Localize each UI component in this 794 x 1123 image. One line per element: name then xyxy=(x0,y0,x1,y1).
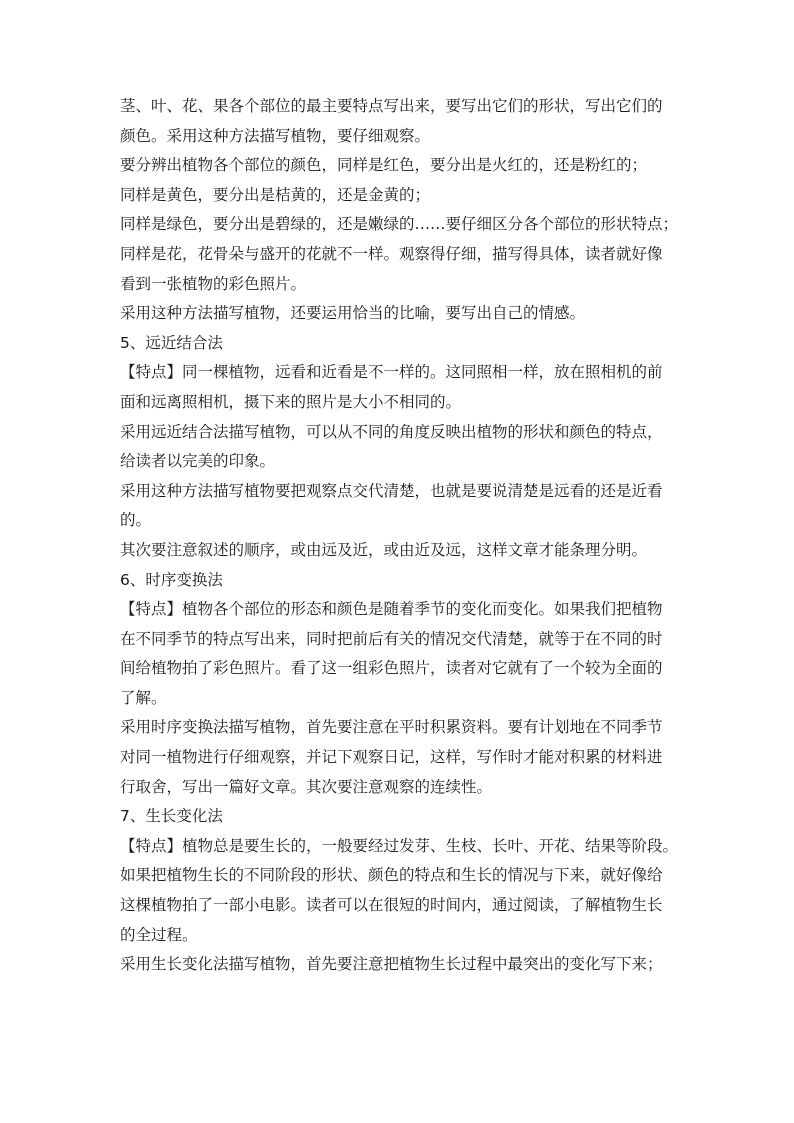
text-line: 【特点】植物总是要生长的，一般要经过发芽、生枝、长叶、开花、结果等阶段。 xyxy=(120,836,679,855)
text-line: 给读者以完美的印象。 xyxy=(120,452,276,471)
text-line: 对同一植物进行仔细观察，并记下观察日记，这样，写作时才能对积累的材料进 xyxy=(120,748,663,767)
text-line: 要分辨出植物各个部位的颜色，同样是红色，要分出是火红的，还是粉红的； xyxy=(120,156,648,175)
text-line: 行取舍，写出一篇好文章。其次要注意观察的连续性。 xyxy=(120,777,493,796)
text-line: 的全过程。 xyxy=(120,925,198,944)
text-line: 采用这种方法描写植物，还要运用恰当的比喻，要写出自己的情感。 xyxy=(120,304,586,323)
text-line: 采用时序变换法描写植物，首先要注意在平时积累资料。要有计划地在不同季节 xyxy=(120,718,663,737)
text-line: 采用生长变化法描写植物，首先要注意把植物生长过程中最突出的变化写下来； xyxy=(120,955,663,974)
text-line: 这棵植物拍了一部小电影。读者可以在很短的时间内，通过阅读，了解植物生长 xyxy=(120,896,663,915)
text-line: 颜色。采用这种方法描写植物，要仔细观察。 xyxy=(120,126,431,145)
text-line: 在不同季节的特点写出来，同时把前后有关的情况交代清楚，就等于在不同的时 xyxy=(120,629,663,648)
section-heading: 7、生长变化法 xyxy=(120,807,223,826)
section-heading: 6、时序变换法 xyxy=(120,570,223,589)
text-line: 同样是黄色，要分出是桔黄的，还是金黄的； xyxy=(120,185,431,204)
document-page xyxy=(120,92,680,980)
text-line: 如果把植物生长的不同阶段的形状、颜色的特点和生长的情况与下来，就好像给 xyxy=(120,866,663,885)
text-line: 同样是绿色，要分出是碧绿的，还是嫩绿的……要仔细区分各个部位的形状特点； xyxy=(120,215,679,234)
text-line: 其次要注意叙述的顺序，或由远及近，或由近及远，这样文章才能条理分明。 xyxy=(120,540,648,559)
text-line: 【特点】植物各个部位的形态和颜色是随着季节的变化而变化。如果我们把植物 xyxy=(120,600,663,619)
text-line: 采用这种方法描写植物要把观察点交代清楚，也就是要说清楚是远看的还是近看 xyxy=(120,481,663,500)
text-line: 的。 xyxy=(120,511,152,530)
text-line: 茎、叶、花、果各个部位的最主要特点写出来，要写出它们的形状，写出它们的 xyxy=(120,97,663,115)
text-line: 了解。 xyxy=(120,688,167,707)
text-line: 间给植物拍了彩色照片。看了这一组彩色照片，读者对它就有了一个较为全面的 xyxy=(120,659,663,678)
text-line: 【特点】同一棵植物，远看和近看是不一样的。这同照相一样，放在照相机的前 xyxy=(120,363,663,382)
text-line: 同样是花，花骨朵与盛开的花就不一样。观察得仔细，描写得具体，读者就好像 xyxy=(120,244,663,263)
text-line: 采用远近结合法描写植物，可以从不同的角度反映出植物的形状和颜色的特点， xyxy=(120,422,663,441)
section-heading: 5、远近结合法 xyxy=(120,333,223,352)
text-line: 面和远离照相机，摄下来的照片是大小不相同的。 xyxy=(120,392,462,411)
text-line: 看到一张植物的彩色照片。 xyxy=(120,274,307,293)
